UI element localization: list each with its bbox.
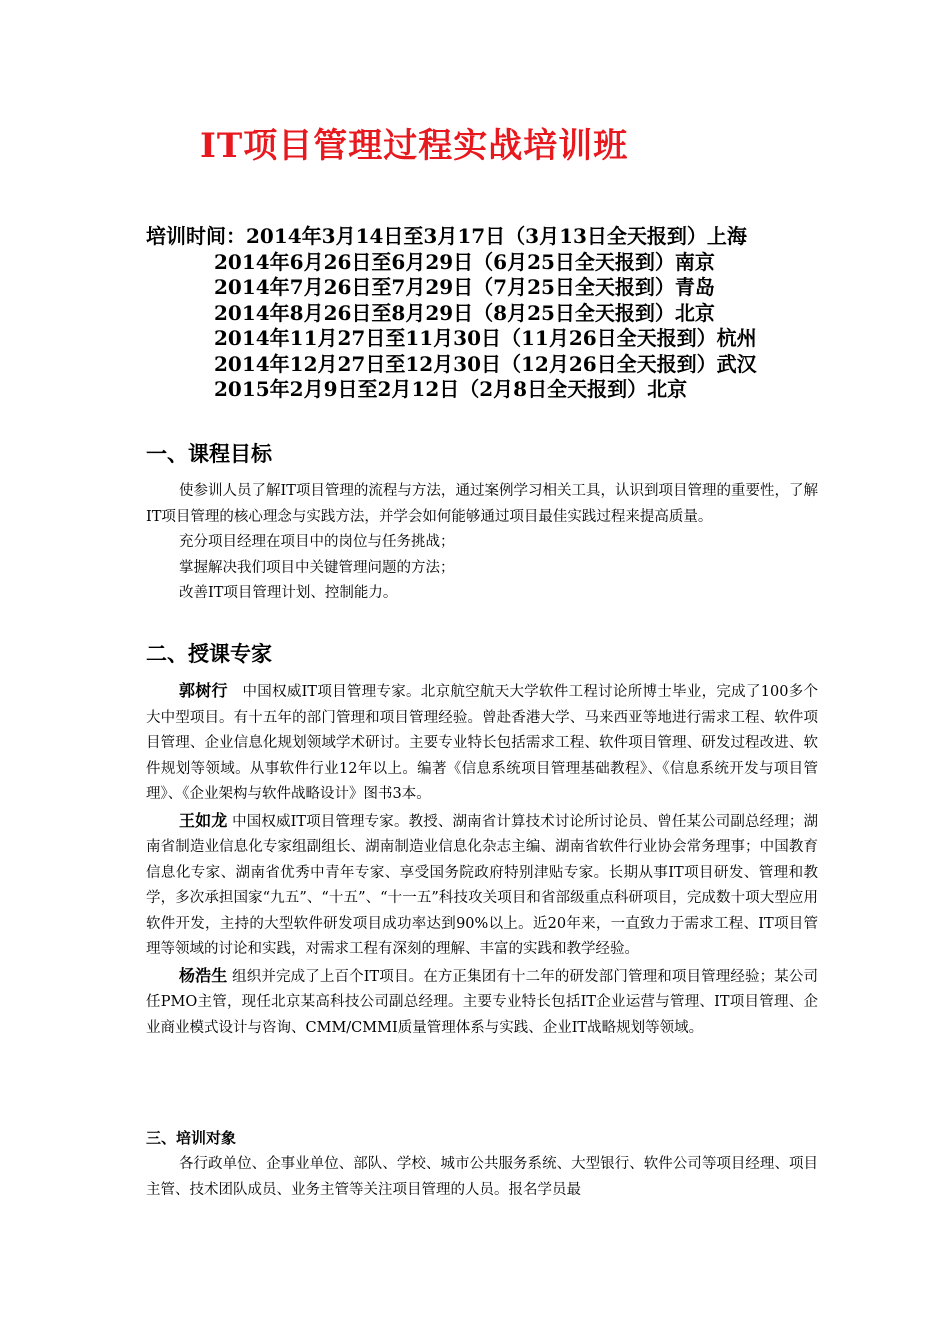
schedule-session: 2014年8月26日至8月29日（8月25日全天报到）北京	[214, 300, 715, 325]
expert-name: 郭树行	[179, 681, 228, 700]
schedule-first-line	[146, 224, 826, 250]
expert-name: 杨浩生	[179, 965, 228, 985]
schedule-session: 2014年6月26日至6月29日（6月25日全天报到）南京	[214, 249, 715, 274]
schedule-session: 2014年11月27日至11月30日（11月26日全天报到）杭州	[214, 326, 757, 350]
schedule-session: 2014年7月26日至7月29日（7月25日全天报到）青岛	[214, 275, 715, 299]
section-heading-objectives: 一、课程目标	[146, 442, 272, 466]
objectives-intro: 使参训人员了解IT项目管理的流程与方法，通过案例学习相关工具，认识到项目管理的重要性，了解IT项目管理的核心理念与实践方法，并学会如何能够通过项目最佳实践过程来提高质量。	[146, 483, 818, 525]
objective-point: 充分项目经理在项目中的岗位与任务挑战；	[179, 534, 455, 550]
section-heading-experts: 二、授课专家	[146, 642, 272, 666]
expert-entry	[146, 963, 818, 1042]
page-title: IT项目管理过程实战培训班	[200, 126, 629, 166]
experts-body	[146, 678, 818, 1041]
audience-body	[146, 1152, 818, 1203]
schedule-session: 2014年12月27日至12月30日（12月26日全天报到）武汉	[214, 351, 757, 376]
training-schedule	[146, 224, 826, 403]
objective-point: 掌握解决我们项目中关键管理问题的方法；	[179, 559, 455, 576]
expert-bio: 中国权威IT项目管理专家。北京航空航天大学软件工程讨论所博士毕业，完成了100多个大中型项目。有十五年的部门管理和项目管理经验。曾赴香港大学、马来西亚等地进行需求工程、软件项目管理、企业信息化规划领域学术研讨。主要专业特长包括需求工程、软件项目管理、研发过程改进、软件规划等领域。从事软件行业12年以上。编著《信息系统项目管理基础教程》、《信息系统开发与项目管理》、《企业架构与软件战略设计》图书3本。	[146, 684, 818, 802]
expert-bio: 组织并完成了上百个IT项目。在方正集团有十二年的研发部门管理和项目管理经验；某公司任PMO主管，现任北京某高科技公司副总经理。主要专业特长包括IT企业运营与管理、IT项目管理、企业商业模式设计与咨询、CMM/CMMI质量管理体系与实践、企业IT战略规划等领域。	[146, 968, 818, 1036]
objectives-body	[146, 479, 818, 607]
expert-entry	[146, 678, 818, 808]
expert-entry	[146, 808, 818, 963]
schedule-session: 2015年2月9日至2月12日（2月8日全天报到）北京	[214, 377, 688, 401]
schedule-label: 培训时间：	[146, 224, 246, 248]
objective-point: 改善IT项目管理计划、控制能力。	[179, 585, 398, 601]
schedule-session: 2014年3月14日至3月17日（3月13日全天报到）上海	[246, 224, 747, 248]
expert-name: 王如龙	[179, 810, 228, 830]
expert-bio: 中国权威IT项目管理专家。教授、湖南省计算技术讨论所讨论员、曾任某公司副总经理；湖南省制造业信息化专家组副组长、湖南制造业信息化杂志主编、湖南省软件行业协会常务理事；中国教育信息化专家、湖南省优秀中青年专家、享受国务院政府特别津贴专家。长期从事IT项目研发、管理和教学，多次承担国家“九五”、“十五”、“十一五”科技攻关项目和省部级重点科研项目，完成数十项大型应用软件开发，主持的大型软件研发项目成功率达到90%以上。近20年来，一直致力于需求工程、IT项目管理等领域的讨论和实践，对需求工程有深刻的理解、丰富的实践和教学经验。	[146, 813, 818, 957]
audience-text: 各行政单位、企事业单位、部队、学校、城市公共服务系统、大型银行、软件公司等项目经理、项目主管、技术团队成员、业务主管等关注项目管理的人员。报名学员最	[146, 1156, 818, 1198]
section-heading-audience: 三、培训对象	[146, 1129, 237, 1147]
